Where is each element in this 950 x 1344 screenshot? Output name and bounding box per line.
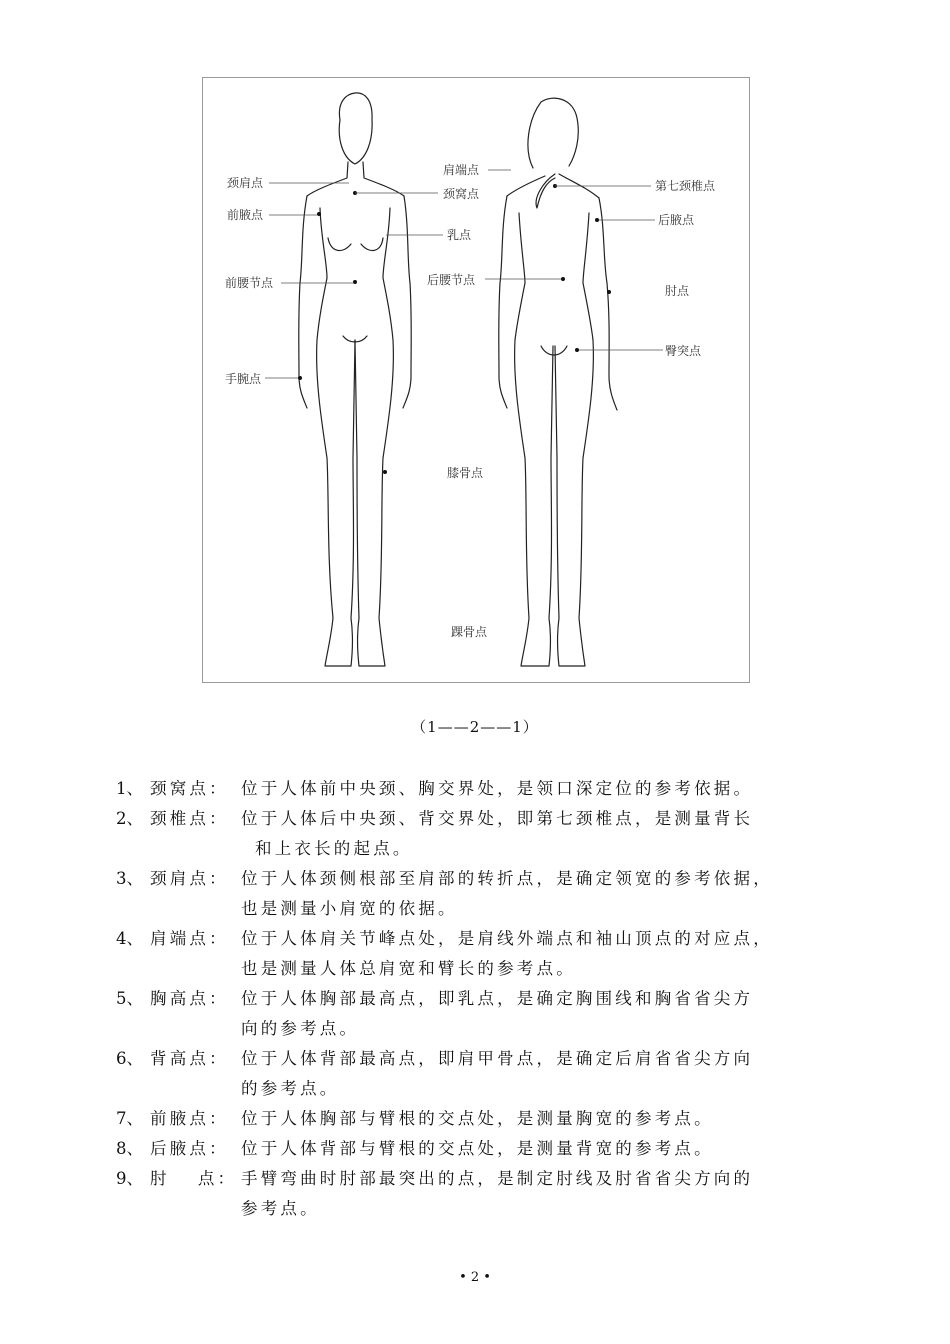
list-item <box>116 1104 836 1134</box>
item-description-continuation: 也是测量人体总肩宽和臂长的参考点。 <box>241 959 576 978</box>
item-number: 4、 <box>116 929 143 948</box>
label-ankle-point: 踝骨点 <box>451 625 488 639</box>
item-description: 手臂弯曲时肘部最突出的点，是制定肘线及肘省省尖方向的 参考点。 <box>241 1164 836 1224</box>
list-item <box>116 1044 836 1104</box>
item-description: 位于人体背部最高点，即肩甲骨点，是确定后肩省省尖方向 的参考点。 <box>241 1044 836 1104</box>
item-term: 前腋点： <box>150 1109 229 1128</box>
definition-list <box>116 774 836 1224</box>
label-hip-point: 臀突点 <box>665 344 702 358</box>
item-description: 位于人体胸部最高点，即乳点，是确定胸围线和胸省省尖方 向的参考点。 <box>241 984 836 1044</box>
item-number: 6、 <box>116 1049 143 1068</box>
item-description: 位于人体前中央颈、胸交界处，是领口深定位的参考依据。 <box>241 779 754 798</box>
label-seventh-cervical-point: 第七颈椎点 <box>655 179 716 193</box>
item-description: 位于人体背部与臂根的交点处，是测量背宽的参考点。 <box>241 1139 714 1158</box>
label-bust-point: 乳点 <box>447 228 472 242</box>
list-item <box>116 1134 836 1164</box>
item-number: 7、 <box>116 1109 143 1128</box>
item-description: 位于人体颈侧根部至肩部的转折点，是确定领宽的参考依据， 也是测量小肩宽的依据。 <box>241 864 836 924</box>
list-item <box>116 984 836 1044</box>
label-neck-shoulder-point: 颈肩点 <box>227 176 264 190</box>
item-number: 8、 <box>116 1139 143 1158</box>
item-description-continuation: 向的参考点。 <box>241 1019 360 1038</box>
list-item <box>116 774 836 804</box>
item-term: 颈椎点： <box>150 809 229 828</box>
item-number: 9、 <box>116 1169 143 1188</box>
label-back-waist-point: 后腰节点 <box>427 273 476 287</box>
item-description: 位于人体肩关节峰点处，是肩线外端点和袖山顶点的对应点， 也是测量人体总肩宽和臂长的参考点。 <box>241 924 836 984</box>
list-item <box>116 864 836 924</box>
list-item <box>116 924 836 984</box>
item-term: 颈窝点： <box>150 779 229 798</box>
label-back-armpit-point: 后腋点 <box>658 213 695 227</box>
label-elbow-point: 肘点 <box>665 284 690 298</box>
page-number: • 2 • <box>459 1270 491 1285</box>
item-term: 颈肩点： <box>150 869 229 888</box>
label-knee-point: 膝骨点 <box>447 466 484 480</box>
item-term: 肘 点： <box>150 1169 238 1188</box>
list-item <box>116 1164 836 1224</box>
item-number: 1、 <box>116 779 143 798</box>
item-term: 后腋点： <box>150 1139 229 1158</box>
item-description-continuation: 参考点。 <box>241 1199 320 1218</box>
body-figure-illustration <box>202 77 750 683</box>
item-term: 胸高点： <box>150 989 229 1008</box>
item-term: 背高点： <box>150 1049 229 1068</box>
label-shoulder-end-point: 肩端点 <box>443 163 480 177</box>
label-wrist-point: 手腕点 <box>225 372 262 386</box>
item-description-continuation: 和上衣长的起点。 <box>255 839 413 858</box>
label-front-armpit-point: 前腋点 <box>227 208 264 222</box>
item-description: 位于人体胸部与臂根的交点处，是测量胸宽的参考点。 <box>241 1109 714 1128</box>
list-item <box>116 804 836 864</box>
item-number: 2、 <box>116 809 143 828</box>
item-description-continuation: 的参考点。 <box>241 1079 340 1098</box>
figure-caption: （1——2——1） <box>411 718 539 736</box>
item-term: 肩端点： <box>150 929 229 948</box>
item-number: 3、 <box>116 869 143 888</box>
item-number: 5、 <box>116 989 143 1008</box>
label-neck-hollow-point: 颈窝点 <box>443 187 480 201</box>
item-description: 位于人体后中央颈、背交界处，即第七颈椎点，是测量背长 和上衣长的起点。 <box>241 804 836 864</box>
item-description-continuation: 也是测量小肩宽的依据。 <box>241 899 458 918</box>
label-front-waist-point: 前腰节点 <box>225 276 274 290</box>
